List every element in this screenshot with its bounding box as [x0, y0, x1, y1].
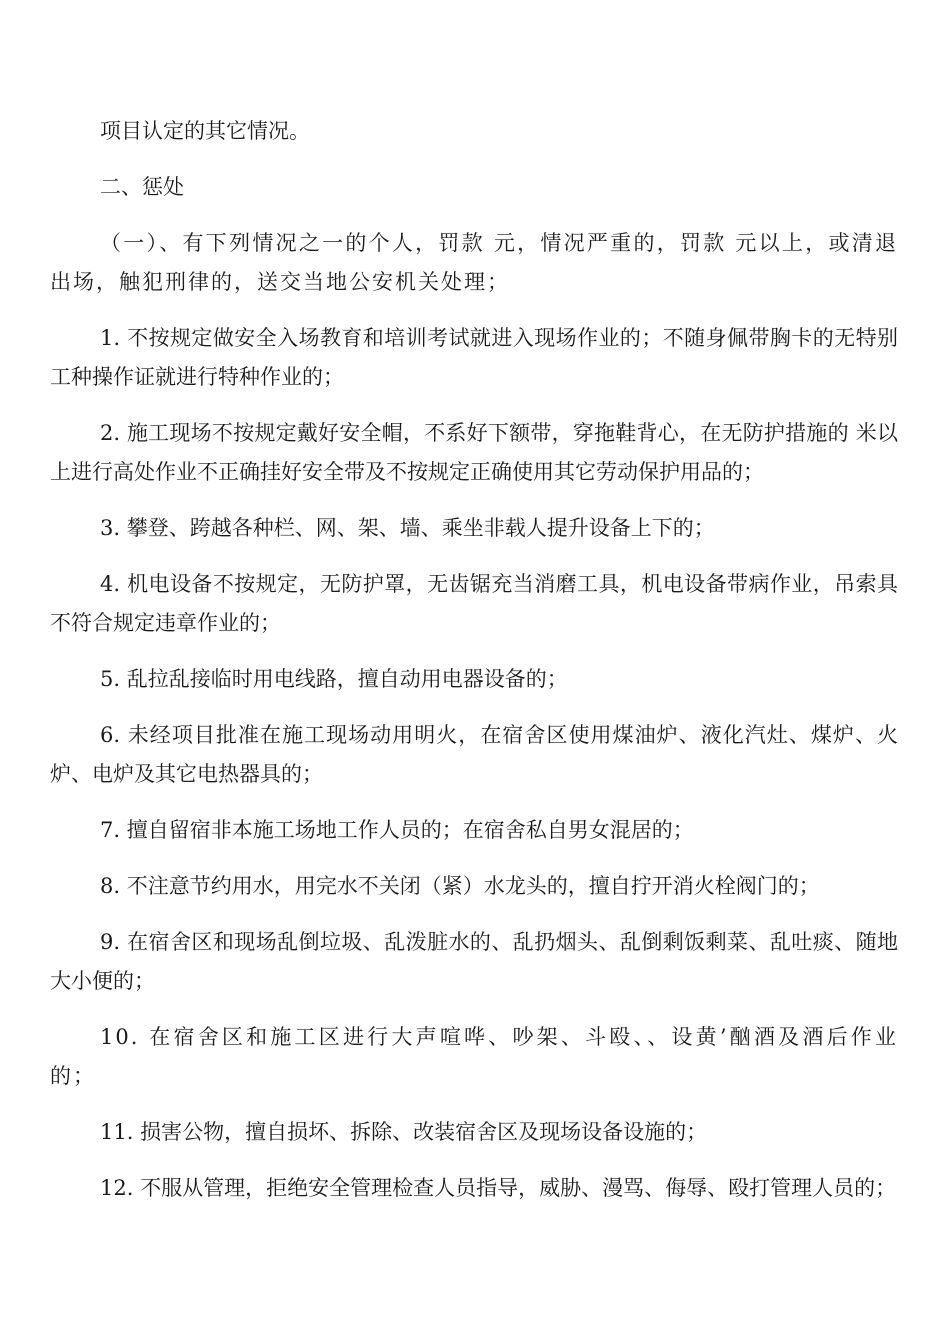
paragraph-other-cases: 项目认定的其它情况。	[100, 119, 310, 143]
list-item-12: 12. 不服从管理，拒绝安全管理检查人员指导，威胁、漫骂、侮辱、殴打管理人员的；	[100, 1176, 897, 1200]
list-item-11: 11. 损害公物，擅自损坏、拆除、改装宿舍区及现场设备设施的；	[100, 1120, 708, 1144]
list-item-4: 4. 机电设备不按规定，无防护罩，无齿锯充当消磨工具，机电设备带病作业，吊索具不符合规定违章作业的；	[50, 572, 898, 635]
list-item-3: 3. 攀登、跨越各种栏、网、架、墙、乘坐非载人提升设备上下的；	[100, 516, 715, 540]
list-item-10: 10. 在宿舍区和施工区进行大声喧哗、吵架、斗殴、、设黄’酗酒及酒后作业的；	[50, 1025, 898, 1088]
list-item-2: 2. 施工现场不按规定戴好安全帽，不系好下额带，穿拖鞋背心，在无防护措施的 米以上进行高处作业不正确挂好安全带及不按规定正确使用其它劳动保护用品的；	[50, 421, 898, 484]
list-item-1: 1. 不按规定做安全入场教育和培训考试就进入现场作业的；不随身佩带胸卡的无特别工种操作证就进行特种作业的；	[50, 326, 898, 389]
heading-punishment: 二、惩处	[100, 175, 184, 199]
paragraph-individual-fines: （一）、有下列情况之一的个人，罚款 元，情况严重的，罚款 元以上，或清退出场，触犯刑律的，送交当地公安机关处理；	[50, 231, 898, 294]
list-item-8: 8. 不注意节约用水，用完水不关闭（紧）水龙头的，擅自拧开消火栓阀门的；	[100, 874, 820, 898]
document-body	[50, 112, 898, 1225]
list-item-9: 9. 在宿舍区和现场乱倒垃圾、乱泼脏水的、乱扔烟头、乱倒剩饭剩菜、乱吐痰、随地大小便的；	[50, 930, 898, 993]
list-item-7: 7. 擅自留宿非本施工场地工作人员的；在宿舍私自男女混居的；	[100, 818, 694, 842]
list-item-5: 5. 乱拉乱接临时用电线路，擅自动用电器设备的；	[100, 667, 568, 691]
list-item-6: 6. 未经项目批准在施工现场动用明火，在宿舍区使用煤油炉、液化汽灶、煤炉、火炉、电炉及其它电热器具的；	[50, 723, 898, 786]
